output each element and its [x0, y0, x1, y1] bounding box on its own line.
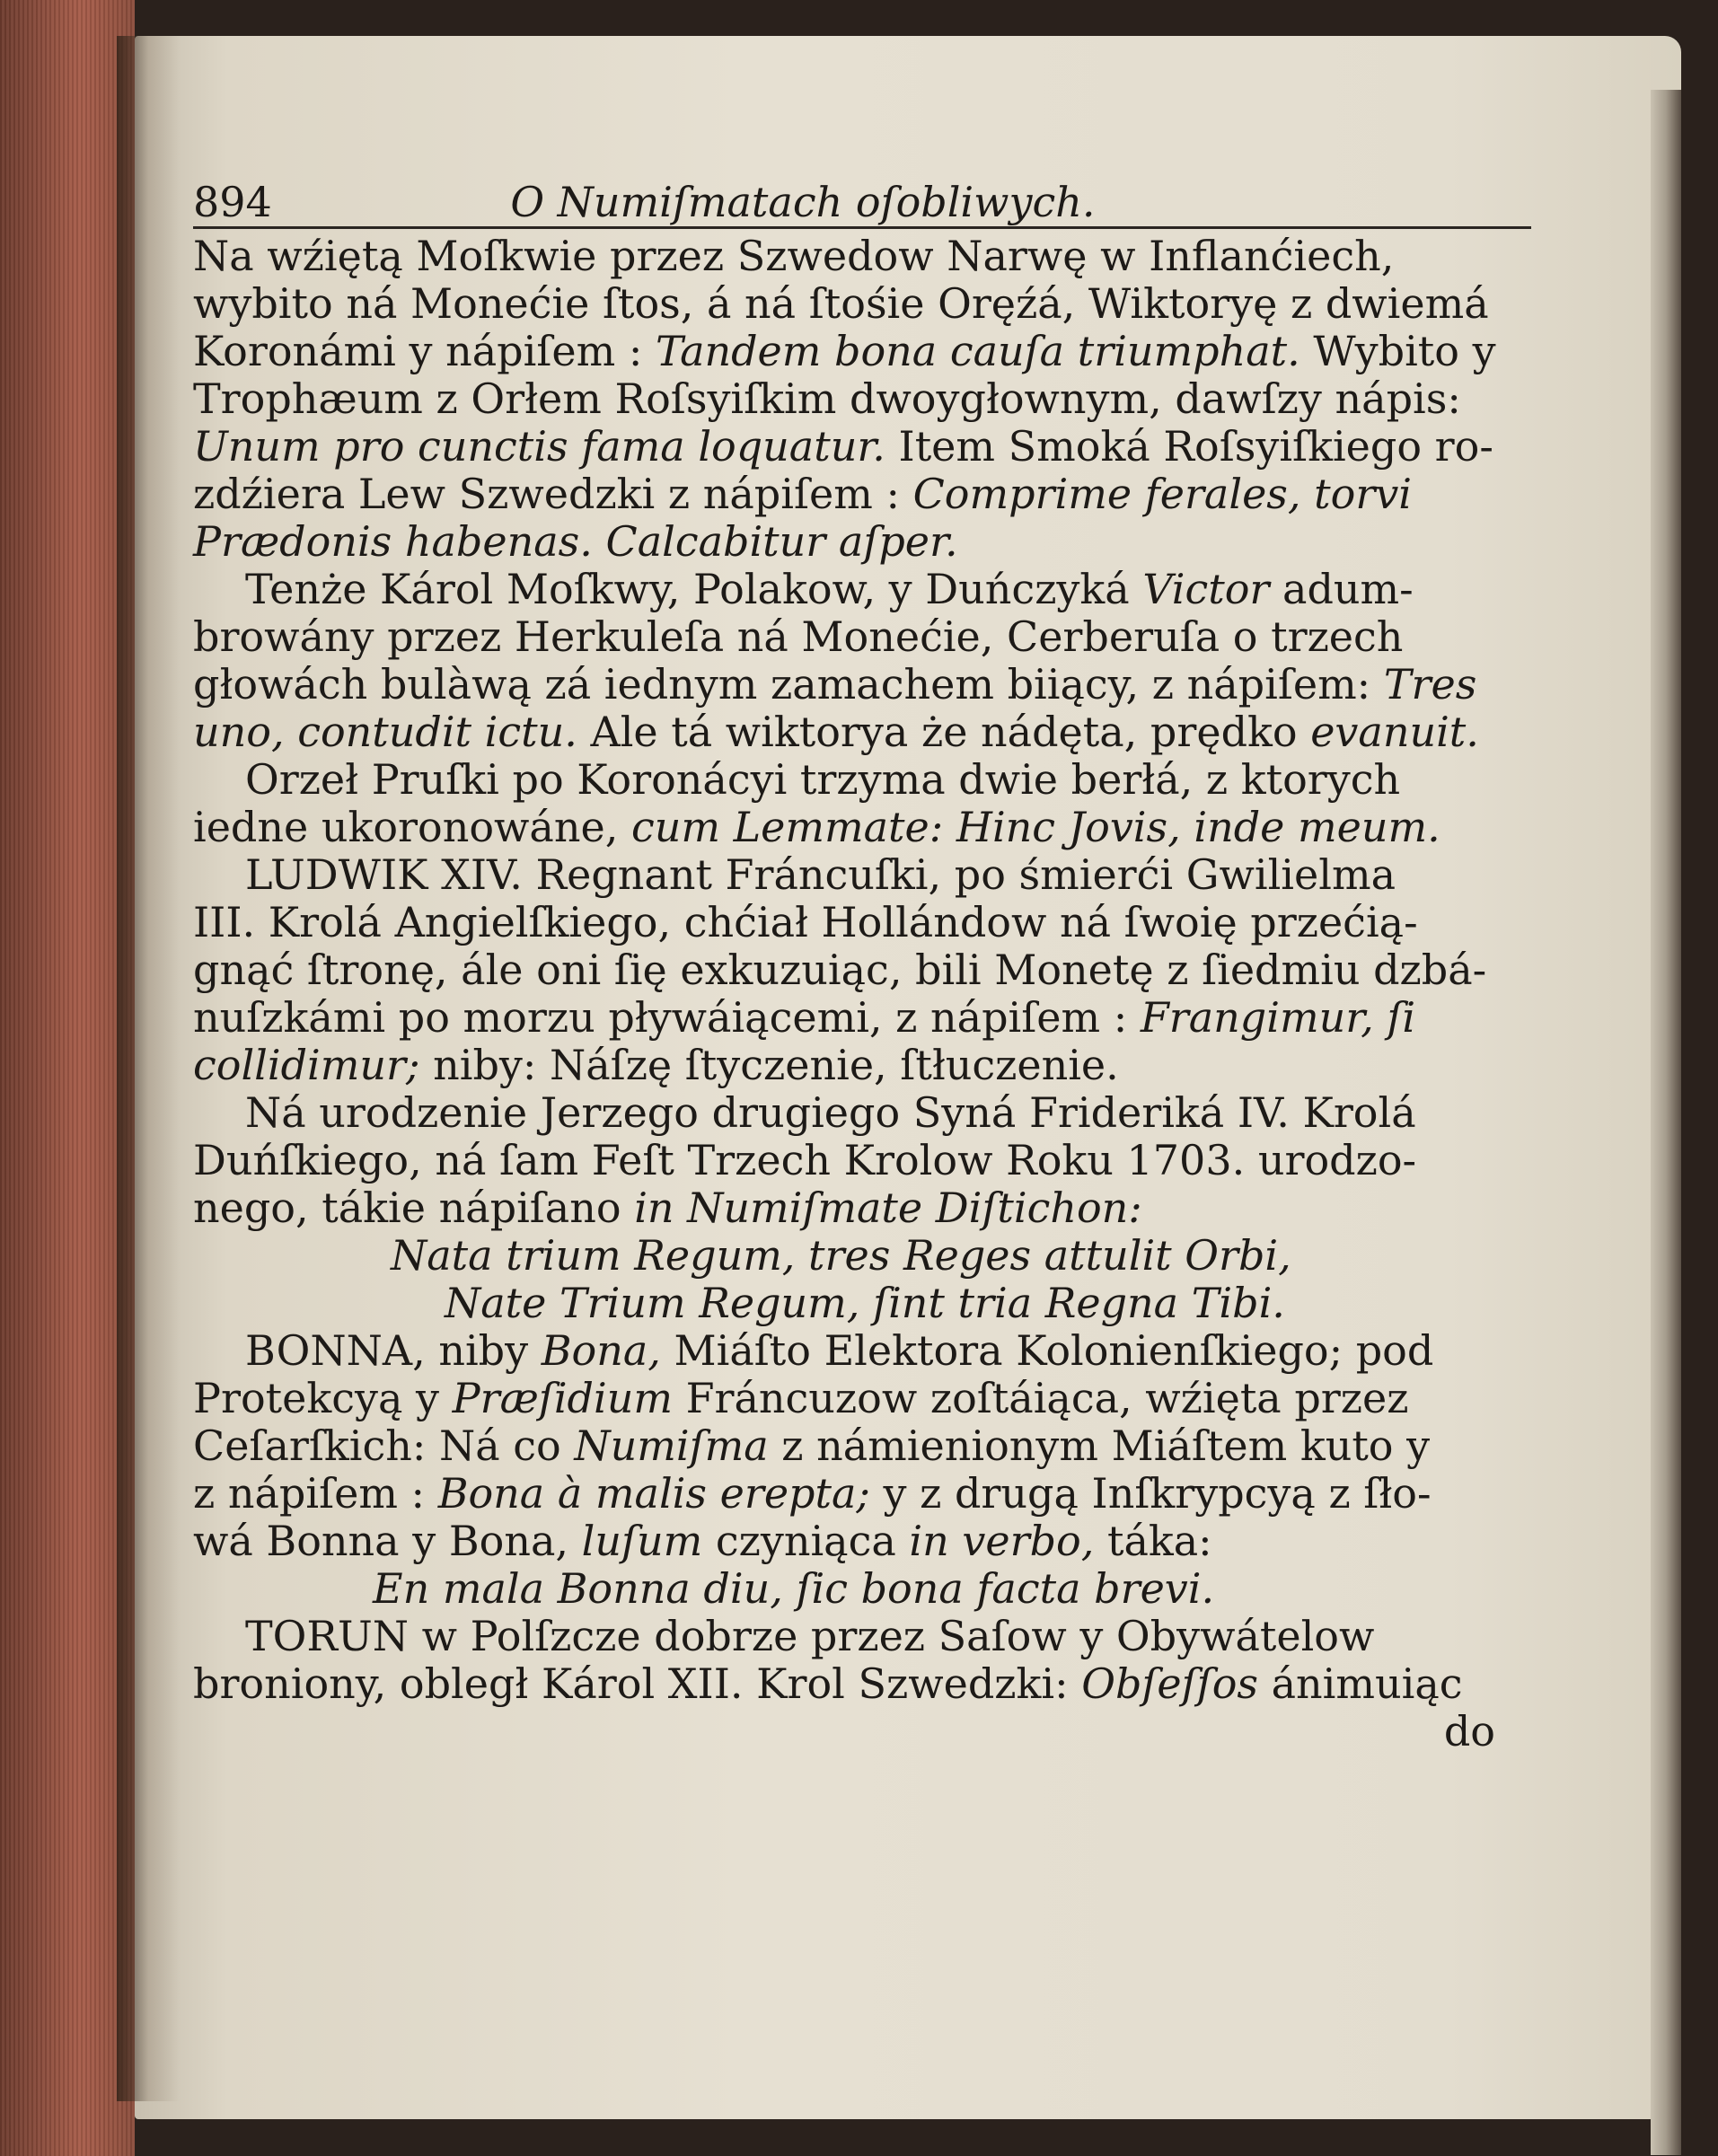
latin-word: Bona,: [541, 1326, 661, 1375]
latin-motto: Unum pro cunctis fama loquatur.: [193, 422, 885, 471]
latin-word: Obſeſſos: [1081, 1659, 1258, 1708]
text-line: Trophæum z Orłem Roſsyiſkim dwoygłownym, dawſzy nápis:: [193, 374, 1461, 423]
text-line: czyniąca: [702, 1517, 910, 1565]
running-title: O Numiſmatach oſobliwych.: [510, 178, 1096, 226]
distich-line: Nate Trium Regum, ſint tria Regna Tibi.: [445, 1279, 1285, 1327]
paragraph: [193, 566, 1531, 756]
latin-motto: uno, contudit ictu.: [193, 708, 577, 756]
latin-motto: Tandem bona cauſa triumphat.: [655, 327, 1300, 375]
page-number: 894: [193, 178, 272, 226]
text-line: LUDWIK XIV. Regnant Fráncuſki, po śmierći Gwilielma: [245, 850, 1396, 899]
text-line: Miáſto Elektora Koloniеnſkiego; pod: [660, 1326, 1434, 1375]
distich-line: Nata trium Regum, tres Reges attulit Orbi,: [391, 1231, 1291, 1280]
latin-word: in verbo,: [909, 1517, 1095, 1565]
text-line: iedne ukoronowáne,: [193, 803, 631, 851]
text-line: browány przez Herkuleſa ná Monećie, Cerberuſa o trzech: [193, 612, 1404, 661]
latin-motto: Prædonis habenas. Calcabitur aſper.: [193, 517, 958, 566]
text-line: TORUN w Polſzcze dobrze przez Saſow y Obywátelow: [245, 1612, 1375, 1660]
text-line: y z drugą Inſkrypcyą z ſło-: [869, 1469, 1432, 1518]
text-line: niby: Náſzę ſtyczenie, ſtłuczenie.: [419, 1041, 1119, 1089]
latin-word: luſum: [581, 1517, 703, 1565]
text-line: Ale tá wiktorya że nádęta, prędko: [577, 708, 1311, 756]
verse-line: En mala Bonna diu, ſic bona facta brevi.: [373, 1564, 1215, 1613]
text-line: Ná urodzenie Jerzego drugiego Syná Frideriká IV. Krolá: [245, 1088, 1416, 1137]
paragraph: [193, 1327, 1531, 1565]
text-line: nuſzkámi po morzu pływáiącemi, z nápiſem :: [193, 993, 1141, 1042]
latin-motto: Bona à malis erepta;: [437, 1469, 870, 1518]
text-line: ánimuiąc: [1258, 1659, 1463, 1708]
latin-motto: Comprime ferales, torvi: [912, 470, 1413, 518]
text-line: Protekcyą y: [193, 1374, 453, 1422]
paragraph: [193, 1613, 1531, 1708]
text-line: wá Bonna y Bona,: [193, 1517, 582, 1565]
latin-word: in Numiſmate Diſtichon:: [634, 1184, 1142, 1232]
paragraph: [193, 1089, 1531, 1232]
text-line: Item Smoká Roſsyiſkiego ro-: [885, 422, 1493, 471]
text-line: Duńſkiego, ná ſam Feſt Trzech Krolow Roku 1703. urodzo-: [193, 1136, 1417, 1184]
page-header: [193, 180, 1531, 229]
text-line: broniony, obległ Károl XII. Krol Szwedzki:: [193, 1659, 1082, 1708]
text-line: adum-: [1269, 565, 1414, 613]
latin-motto: cum Lemmate: Hinc Jovis, inde meum.: [630, 803, 1440, 851]
page-text: [193, 180, 1531, 1756]
text-line: Ceſarſkich: Ná co: [193, 1421, 575, 1470]
text-line: wybito ná Monećie ſtos, á ná ſtośie Oręźá, Wiktoryę z dwiemá: [193, 279, 1489, 328]
latin-motto: Tres: [1383, 660, 1477, 708]
latin-word: Victor: [1142, 565, 1270, 613]
catchword: do: [1443, 1707, 1495, 1756]
text-line: Wybito y: [1300, 327, 1496, 375]
book-page-edges: [0, 0, 135, 2156]
gutter-shadow: [117, 36, 180, 2101]
paragraph: [193, 851, 1531, 1089]
text-line: głowách bulàwą zá iednym zamachem biiący, z nápiſem:: [193, 660, 1384, 708]
text-line: Tenże Károl Moſkwy, Polakow, y Duńczyká: [245, 565, 1143, 613]
text-line: zdźiera Lew Szwedzki z nápiſem :: [193, 470, 913, 518]
text-line: Na wźiętą Moſkwie przez Szwedow Narwę w Inflanćiech,: [193, 232, 1395, 280]
text-line: gnąć ſtronę, ále oni ſię exkuzuiąc, bili Monetę z ſiedmiu dzbá-: [193, 946, 1487, 994]
text-line: BONNA, niby: [245, 1326, 542, 1375]
latin-word: Præſidium: [452, 1374, 673, 1422]
latin-word: Numiſma: [574, 1421, 769, 1470]
text-line: III. Krolá Angielſkiego, chćiał Hollándow ná ſwoię przećią-: [193, 898, 1418, 946]
paragraph: [193, 756, 1531, 851]
text-line: z námienionym Miáſtem kuto y: [768, 1421, 1431, 1470]
latin-motto: Frangimur, ſi: [1140, 993, 1416, 1042]
text-line: nego, tákie nápiſano: [193, 1184, 635, 1232]
text-line: Fráncuzow zoſtáiąca, wźięta przez: [672, 1374, 1409, 1422]
latin-motto: collidimur;: [193, 1041, 420, 1089]
text-line: Koronámi y nápiſem :: [193, 327, 656, 375]
latin-word: evanuit.: [1310, 708, 1479, 756]
text-line: Orzeł Pruſki po Koronácyi trzyma dwie berłá, z ktorych: [245, 755, 1401, 804]
paragraph: [193, 233, 1531, 566]
text-line: táka:: [1094, 1517, 1212, 1565]
text-line: z nápiſem :: [193, 1469, 438, 1518]
page-fold-shadow: [1651, 90, 1681, 2155]
